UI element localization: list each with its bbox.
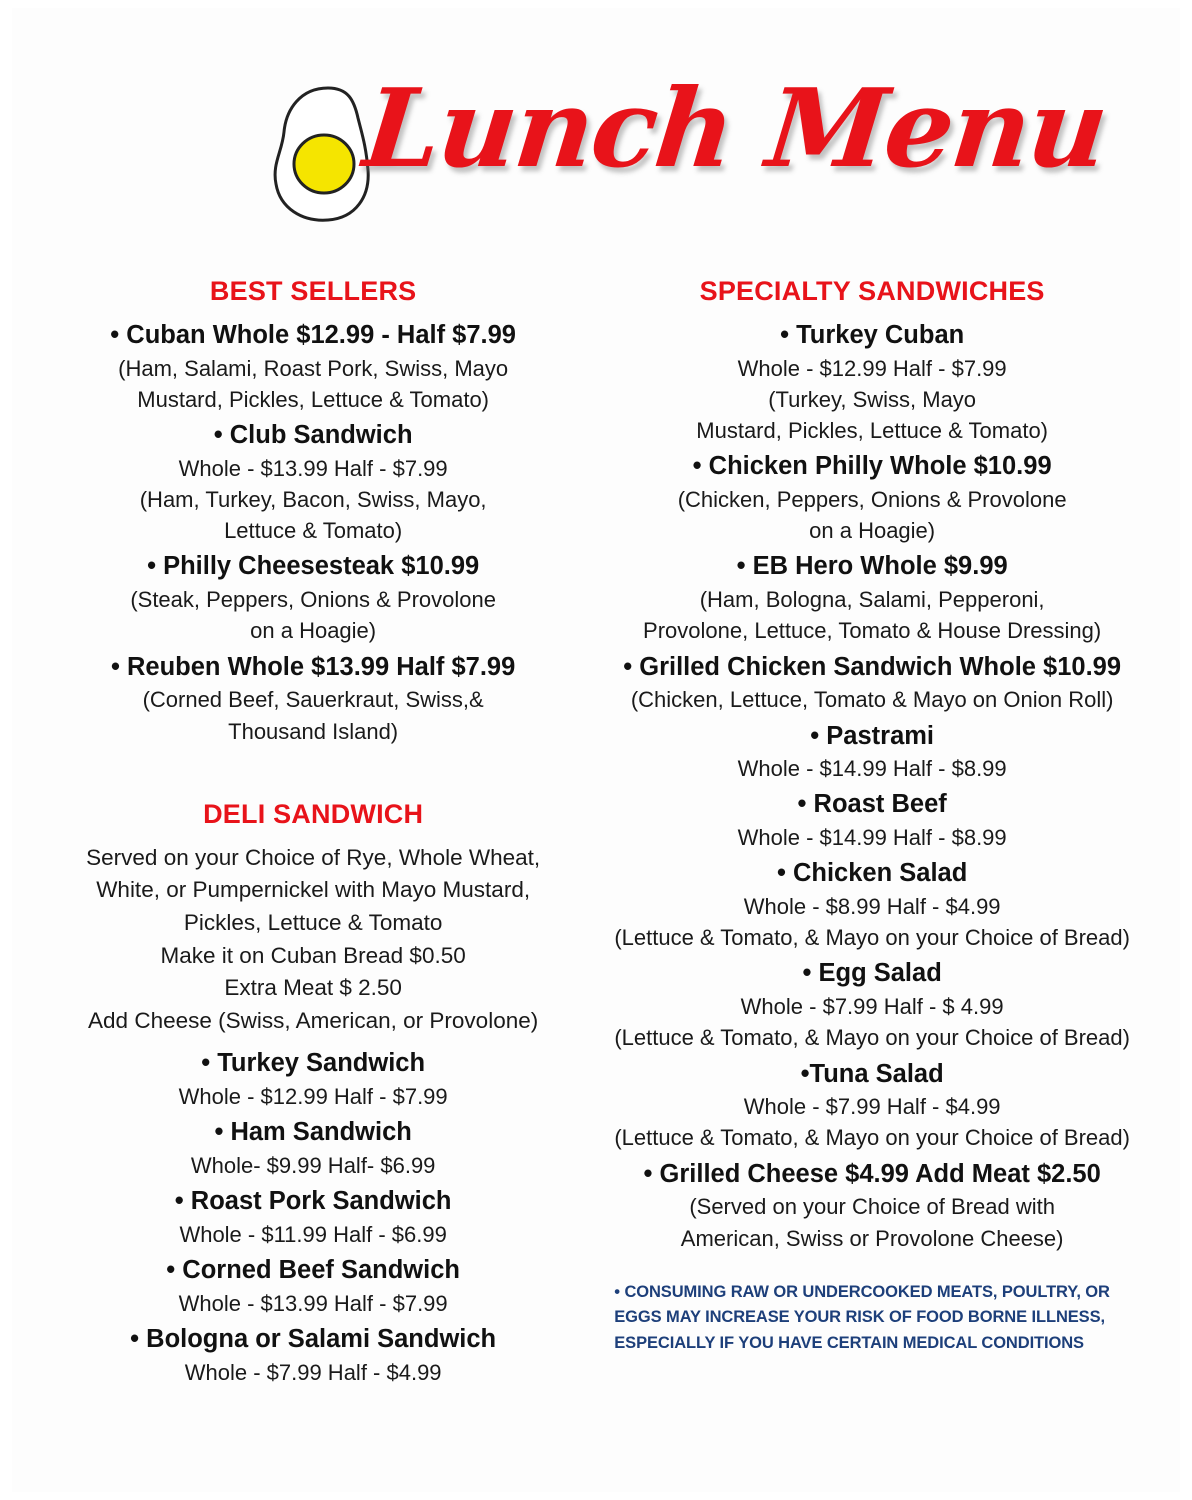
menu-item-name: • Ham Sandwich: [214, 1118, 412, 1147]
logo-lockup: [270, 66, 1112, 236]
menu-item: [72, 1323, 554, 1388]
menu-item-detail: Whole- $9.99 Half- $6.99: [190, 1153, 436, 1179]
deli-intro-line: Make it on Cuban Bread $0.50: [160, 942, 466, 968]
menu-item-name: • Egg Salad: [802, 959, 942, 988]
deli-intro: [72, 842, 554, 1038]
menu-item-detail: (Turkey, Swiss, Mayo: [768, 386, 977, 412]
menu-item-name: • Roast Beef: [797, 790, 947, 819]
menu-item-detail: Whole - $7.99 Half - $4.99: [743, 1094, 1001, 1120]
menu-item-detail: Mustard, Pickles, Lettuce & Tomato): [137, 386, 490, 412]
menu-item-detail: Whole - $14.99 Half - $8.99: [737, 756, 1007, 782]
menu-item-name: • Cuban Whole $12.99 - Half $7.99: [110, 321, 516, 349]
menu-item-detail: Whole - $12.99 Half - $7.99: [737, 355, 1007, 381]
menu-item-detail: Whole - $14.99 Half - $8.99: [737, 825, 1007, 851]
menu-item-name: • Grilled Cheese $4.99 Add Meat $2.50: [643, 1159, 1101, 1188]
menu-item-name: • Corned Beef Sandwich: [166, 1256, 460, 1285]
menu-item: [614, 1058, 1130, 1154]
menu-item: [72, 550, 554, 646]
menu-item: [614, 857, 1130, 953]
menu-item: [72, 1116, 554, 1181]
menu-item-detail: Whole - $8.99 Half - $4.99: [743, 893, 1001, 919]
menu-item: [614, 550, 1130, 646]
menu-item-detail: (Steak, Peppers, Onions & Provolone: [130, 587, 496, 613]
menu-item-detail: (Chicken, Lettuce, Tomato & Mayo on Onion Roll): [630, 687, 1114, 713]
menu-item: [614, 319, 1130, 446]
menu-item-name: • Turkey Cuban: [780, 321, 965, 349]
menu-item-detail: Whole - $11.99 Half - $6.99: [179, 1221, 447, 1247]
menu-item-detail: Whole - $13.99 Half - $7.99: [178, 1290, 448, 1316]
menu-item: [72, 419, 554, 546]
section-title-specialty-sandwiches: SPECIALTY SANDWICHES: [699, 276, 1045, 306]
menu-item-name: • Pastrami: [810, 721, 935, 750]
menu-item: [614, 450, 1130, 546]
menu-item-detail: (Ham, Bologna, Salami, Pepperoni,: [699, 587, 1045, 613]
menu-item-detail: (Lettuce & Tomato, & Mayo on your Choice of Bread): [614, 925, 1130, 951]
deli-intro-line: Served on your Choice of Rye, Whole Wheat,: [86, 844, 541, 870]
section-title-best-sellers: BEST SELLERS: [209, 276, 417, 306]
menu-item: [614, 788, 1130, 853]
column-left: [72, 276, 554, 1392]
section-best-sellers: [72, 276, 554, 747]
menu-item-detail: Provolone, Lettuce, Tomato & House Dressing): [643, 618, 1102, 644]
section-deli-sandwich: [72, 799, 554, 1388]
menu-item-detail: (Served on your Choice of Bread with: [689, 1194, 1055, 1220]
menu-item-detail: Whole - $13.99 Half - $7.99: [178, 455, 448, 481]
menu-item-detail: (Ham, Salami, Roast Pork, Swiss, Mayo: [118, 355, 509, 381]
menu-item-name: •Tuna Salad: [800, 1059, 944, 1088]
section-specialty-sandwiches: [614, 276, 1130, 1356]
menu-header: [12, 8, 1180, 238]
column-right: [614, 276, 1130, 1392]
page-title: Lunch Menu: [358, 66, 1112, 192]
menu-item-detail: on a Hoagie): [250, 618, 377, 644]
health-disclaimer: • CONSUMING RAW OR UNDERCOOKED MEATS, POULTRY, OR EGGS MAY INCREASE YOUR RISK OF FOOD BORNE ILLNESS, ESPECIALLY IF YOU HAVE CERTAIN MEDICAL CONDITIONS: [614, 1282, 1110, 1352]
menu-item-detail: (Ham, Turkey, Bacon, Swiss, Mayo,: [139, 487, 487, 513]
menu-item-name: • Chicken Philly Whole $10.99: [692, 452, 1052, 481]
menu-item-name: • Club Sandwich: [213, 421, 413, 450]
menu-item: [72, 651, 554, 747]
menu-item-detail: (Lettuce & Tomato, & Mayo on your Choice of Bread): [614, 1025, 1130, 1051]
menu-item-detail: Lettuce & Tomato): [224, 518, 403, 544]
menu-item-name: • Philly Cheesesteak $10.99: [147, 552, 480, 581]
menu-item-detail: Thousand Island): [228, 718, 399, 744]
section-title-deli-sandwich: DELI SANDWICH: [203, 798, 424, 829]
menu-item-name: • Bologna or Salami Sandwich: [130, 1325, 497, 1354]
menu-item: [72, 1047, 554, 1112]
menu-item-detail: Whole - $12.99 Half - $7.99: [178, 1084, 448, 1110]
menu-item-name: • Chicken Salad: [776, 859, 968, 888]
menu-item-detail: (Lettuce & Tomato, & Mayo on your Choice of Bread): [614, 1125, 1130, 1151]
deli-intro-line: Add Cheese (Swiss, American, or Provolone): [88, 1007, 539, 1033]
menu-item-detail: on a Hoagie): [809, 518, 936, 544]
menu-item: [72, 1185, 554, 1250]
deli-intro-line: Extra Meat $ 2.50: [224, 975, 402, 1001]
menu-item-name: • Grilled Chicken Sandwich Whole $10.99: [623, 652, 1122, 681]
menu-item: [72, 319, 554, 415]
menu-item-detail: American, Swiss or Provolone Cheese): [680, 1225, 1064, 1251]
menu-item: [72, 1254, 554, 1319]
menu-item-name: • Roast Pork Sandwich: [174, 1187, 452, 1216]
menu-item-detail: Mustard, Pickles, Lettuce & Tomato): [696, 418, 1049, 444]
menu-item: [614, 651, 1130, 716]
menu-item: [614, 957, 1130, 1053]
deli-intro-line: Pickles, Lettuce & Tomato: [183, 909, 443, 935]
menu-item-detail: (Chicken, Peppers, Onions & Provolone: [677, 487, 1067, 513]
menu-sheet: [12, 8, 1180, 1492]
menu-item-detail: Whole - $7.99 Half - $ 4.99: [740, 994, 1004, 1020]
menu-item-name: • Reuben Whole $13.99 Half $7.99: [110, 652, 516, 681]
menu-item: [614, 720, 1130, 785]
menu-item: [614, 1158, 1130, 1254]
deli-intro-line: White, or Pumpernickel with Mayo Mustard,: [96, 877, 531, 903]
menu-item-detail: (Corned Beef, Sauerkraut, Swiss,&: [142, 687, 484, 713]
menu-columns: [72, 276, 1130, 1392]
menu-item-name: • Turkey Sandwich: [201, 1049, 426, 1078]
menu-item-name: • EB Hero Whole $9.99: [736, 552, 1008, 581]
menu-item-detail: Whole - $7.99 Half - $4.99: [184, 1359, 442, 1385]
